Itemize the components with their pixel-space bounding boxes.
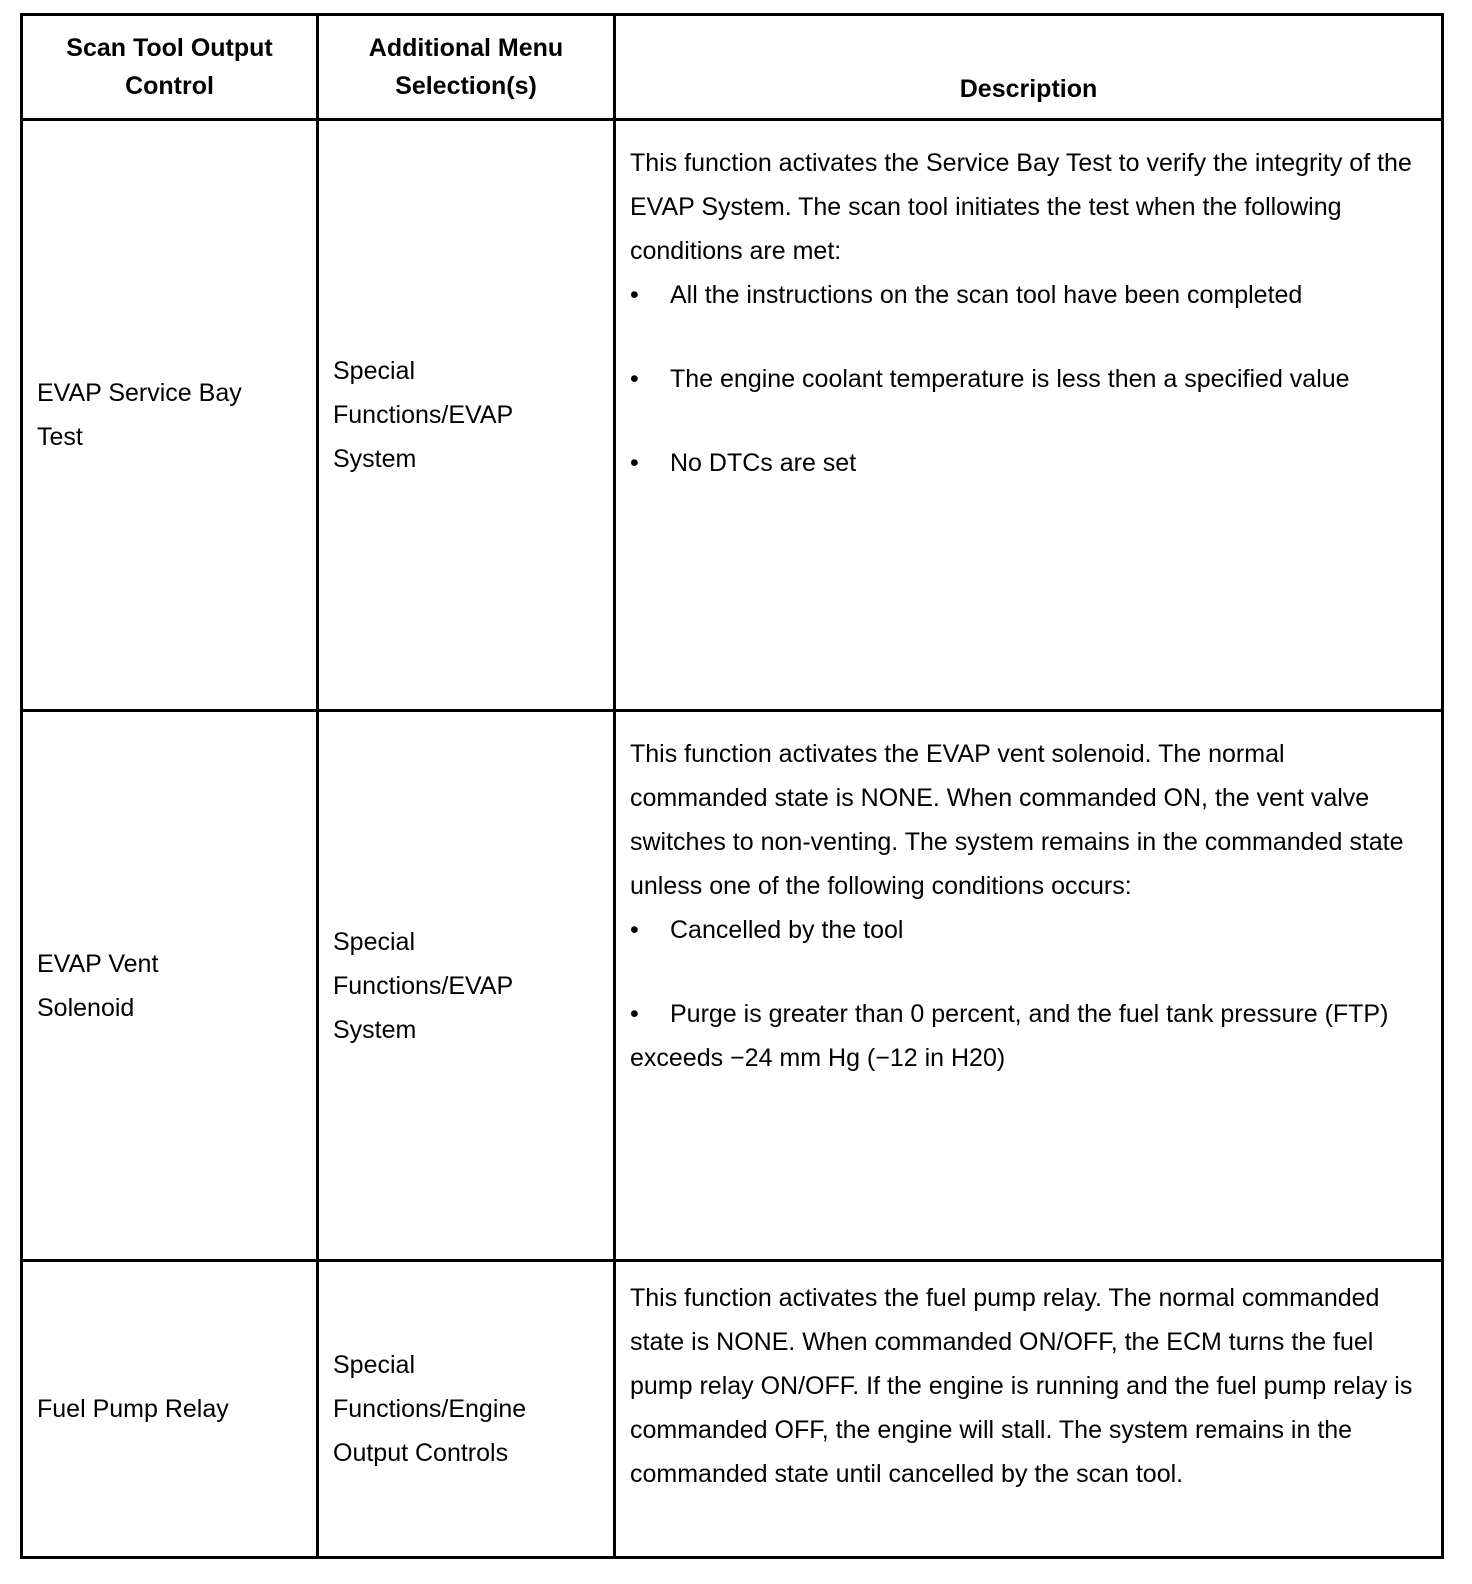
control-name-cell	[23, 1262, 319, 1556]
bullet-text: All the instructions on the scan tool have been completed	[670, 281, 1303, 309]
menu-selection-line: Special	[333, 357, 415, 385]
control-name-cell	[23, 121, 319, 712]
header-text: Description	[959, 75, 1098, 103]
description-intro: This function activates the fuel pump relay. The normal commanded state is NONE. When commanded ON/OFF, the ECM turns the fuel pump relay ON/OFF. If the engine is running and the fuel pump relay is commanded OFF, the engine will stall. The system remains in the commanded state until cancelled by the scan tool.	[630, 1284, 1413, 1488]
description-bullet	[630, 441, 1427, 485]
bullet-text: No DTCs are set	[670, 449, 857, 477]
control-name-line: Test	[37, 423, 83, 451]
menu-selection-line: Output Controls	[333, 1439, 509, 1467]
header-additional-menu-selections	[319, 16, 616, 121]
description-intro: This function activates the EVAP vent solenoid. The normal commanded state is NONE. When commanded ON, the vent valve switches to non-venting. The system remains in the commanded state unless one of the following conditions occurs:	[630, 740, 1404, 900]
description-cell	[616, 121, 1441, 712]
header-text: Additional Menu	[368, 34, 564, 62]
menu-selection-line: System	[333, 445, 417, 473]
description-bullet	[630, 992, 1427, 1080]
menu-selection-line: System	[333, 1015, 417, 1044]
menu-selection-line: Special	[333, 1351, 415, 1379]
description-bullet	[630, 273, 1427, 317]
header-text: Control	[125, 72, 214, 100]
description-cell	[616, 1262, 1441, 1556]
description-bullet	[630, 908, 1427, 952]
bullet-dot: •	[630, 365, 639, 393]
description-intro: This function activates the Service Bay Test to verify the integrity of the EVAP System. The scan tool initiates the test when the following conditions are met:	[630, 149, 1412, 265]
description-cell	[616, 712, 1441, 1262]
header-text: Scan Tool Output	[66, 34, 273, 62]
bullet-text: Purge is greater than 0 percent, and the fuel tank pressure (FTP) exceeds −24 mm Hg (−12 in H20)	[630, 1000, 1389, 1072]
bullet-dot: •	[630, 281, 639, 309]
control-name-line: Solenoid	[37, 993, 135, 1022]
menu-selection-line: Functions/Engine	[333, 1395, 527, 1423]
header-description	[616, 16, 1441, 121]
control-name-line: EVAP Vent	[37, 949, 159, 978]
menu-selection-cell	[319, 1262, 616, 1556]
bullet-text: Cancelled by the tool	[670, 916, 904, 944]
bullet-dot: •	[630, 449, 639, 477]
bullet-dot: •	[630, 916, 639, 944]
menu-selection-line: Functions/EVAP	[333, 971, 514, 1000]
header-scan-tool-output-control	[23, 16, 319, 121]
control-name-cell	[23, 712, 319, 1262]
control-name-line: EVAP Service Bay	[37, 379, 242, 407]
description-bullet	[630, 357, 1427, 401]
menu-selection-cell	[319, 121, 616, 712]
bullet-text: The engine coolant temperature is less then a specified value	[670, 365, 1350, 393]
menu-selection-line: Special	[333, 927, 415, 956]
scan-tool-output-table	[20, 13, 1444, 1559]
control-name-line: Fuel Pump Relay	[37, 1395, 229, 1423]
menu-selection-line: Functions/EVAP	[333, 401, 514, 429]
menu-selection-cell	[319, 712, 616, 1262]
bullet-dot: •	[630, 1000, 639, 1028]
header-text: Selection(s)	[395, 72, 537, 100]
